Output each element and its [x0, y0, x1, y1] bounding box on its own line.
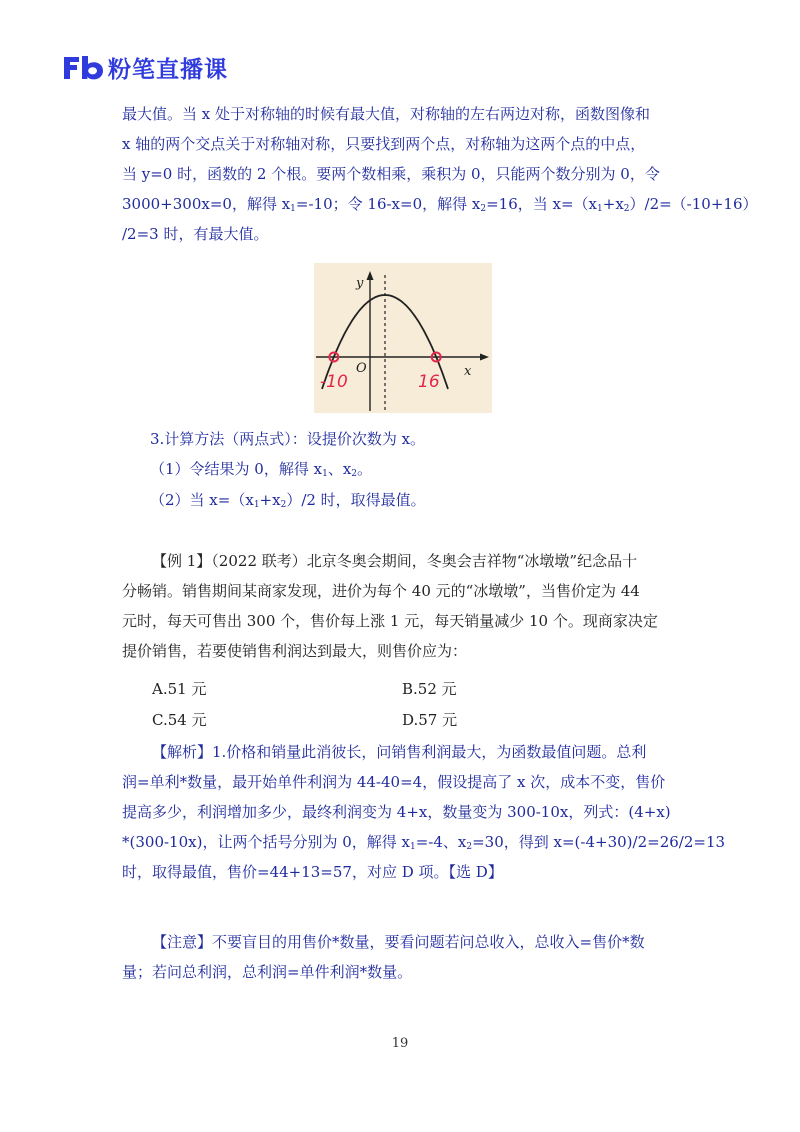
- example-question: [122, 546, 682, 666]
- header-logo: [62, 52, 228, 82]
- analysis-line: 时，取得最值，售价=44+13=57，对应 D 项。【选 D】: [122, 863, 503, 881]
- analysis-line: 润=单利*数量，最开始单件利润为 44-40=4，假设提高了 x 次，成本不变，售价: [122, 773, 666, 791]
- option-a: A.51 元: [152, 680, 207, 698]
- method-step-1: （1）令结果为 0，解得 $x_1$、$x_2$。: [150, 460, 373, 479]
- analysis-line: 【解析】1.价格和销量此消彼长，问销售利润最大，为函数最值问题。总利: [152, 743, 647, 761]
- x-axis-label: x: [464, 364, 472, 379]
- example-line: 提价销售，若要使销售利润达到最大，则售价应为：: [122, 642, 468, 660]
- origin-label: O: [356, 361, 367, 376]
- analysis-line: *(300-10x)，让两个括号分别为 0，解得 $x_1=-4$、$x_2=30$，得到 x=(-4+30)/2=26/2=13: [122, 833, 726, 852]
- option-b: B.52 元: [402, 680, 457, 698]
- example-line: 分畅销。销售期间某商家发现，进价为每个 40 元的“冰墩墩”，当售价定为 44: [122, 582, 640, 600]
- brand-name: 粉笔直播课: [108, 56, 228, 83]
- analysis-line: 提高多少，利润增加多少，最终利润变为 4+x，数量变为 300-10x，列式：(4+x): [122, 803, 671, 821]
- intro-line: 3000+300x=0，解得 $x_1=-10$；令 16-x=0，解得 $x_2=16$，当 $x=(x_1+x_2)/2=(-10+16)$: [122, 195, 758, 214]
- intro-line: 当 y=0 时，函数的 2 个根。要两个数相乘，乘积为 0，只能两个数分别为 0，令: [122, 165, 660, 183]
- note-line: 量；若问总利润，总利润=单件利润*数量。: [122, 963, 413, 981]
- root-label-left: -10: [320, 372, 348, 392]
- parabola-figure: [314, 263, 492, 413]
- method-title: 3.计算方法（两点式）：设提价次数为 x。: [150, 430, 426, 448]
- example-line: 元时，每天可售出 300 个，售价每上涨 1 元，每天销量减少 10 个。现商家决定: [122, 612, 658, 630]
- intro-line: x 轴的两个交点关于对称轴对称，只要找到两个点，对称轴为这两个点的中点，: [122, 135, 646, 153]
- note-paragraph: [122, 927, 682, 987]
- root-label-right: 16: [418, 372, 440, 392]
- option-d: D.57 元: [402, 711, 458, 729]
- y-axis-label: y: [356, 276, 364, 291]
- intro-line: 最大值。当 x 处于对称轴的时候有最大值，对称轴的左右两边对称，函数图像和: [122, 105, 650, 123]
- intro-paragraph: [122, 99, 758, 249]
- method-step-2: （2）当 $x=(x_1+x_2)/2$ 时，取得最值。: [150, 491, 426, 510]
- page-number: 19: [391, 1036, 409, 1051]
- note-line: 【注意】不要盲目的用售价*数量，要看问题若问总收入，总收入=售价*数: [152, 933, 645, 951]
- example-line: 【例 1】（2022 联考）北京冬奥会期间，冬奥会吉祥物“冰墩墩”纪念品十: [152, 552, 638, 570]
- fb-logo-icon: [62, 53, 106, 81]
- analysis-paragraph: [122, 737, 726, 887]
- intro-line: /2=3 时，有最大值。: [122, 225, 269, 243]
- option-c: C.54 元: [152, 711, 207, 729]
